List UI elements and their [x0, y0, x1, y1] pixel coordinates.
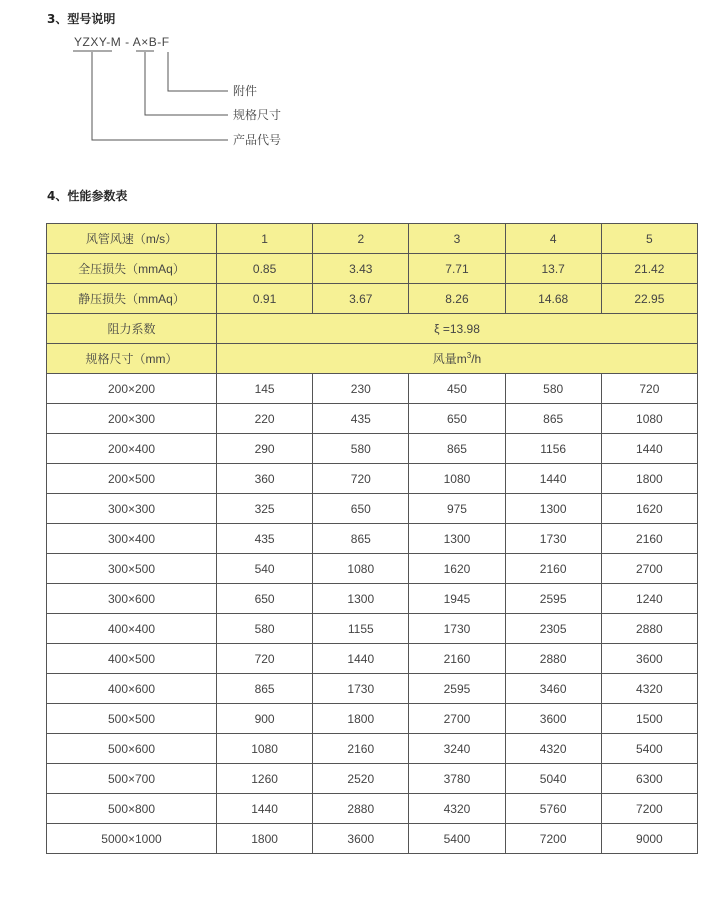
cell-airflow: 865 [217, 674, 313, 704]
cell-airflow: 1440 [601, 434, 697, 464]
cell-airflow: 1300 [409, 524, 505, 554]
cell-airflow: 1260 [217, 764, 313, 794]
cell-label: 全压损失（mmAq） [47, 254, 217, 284]
cell-value: 3.67 [313, 284, 409, 314]
cell-airflow: 2160 [601, 524, 697, 554]
cell-airflow: 1440 [313, 644, 409, 674]
cell-airflow: 290 [217, 434, 313, 464]
cell-size: 300×300 [47, 494, 217, 524]
cell-size: 500×700 [47, 764, 217, 794]
table-row [47, 824, 698, 854]
cell-airflow: 1155 [313, 614, 409, 644]
bracket-line-spec [145, 52, 228, 115]
cell-value: 5 [601, 224, 697, 254]
cell-airflow: 1080 [601, 404, 697, 434]
cell-airflow: 4320 [409, 794, 505, 824]
cell-airflow: 360 [217, 464, 313, 494]
cell-airflow: 6300 [601, 764, 697, 794]
cell-airflow: 3240 [409, 734, 505, 764]
cell-airflow: 5400 [409, 824, 505, 854]
airflow-suffix: /h [471, 352, 482, 366]
cell-size: 200×400 [47, 434, 217, 464]
cell-airflow: 1300 [505, 494, 601, 524]
cell-airflow: 325 [217, 494, 313, 524]
label-spec: 规格尺寸 [233, 108, 282, 122]
cell-airflow: 2700 [601, 554, 697, 584]
model-diagram-lines [0, 0, 720, 160]
section-4-title: 4、性能参数表 [47, 189, 128, 203]
cell-airflow: 2520 [313, 764, 409, 794]
table-row [47, 794, 698, 824]
table-row [47, 614, 698, 644]
cell-airflow: 650 [217, 584, 313, 614]
cell-airflow: 450 [409, 374, 505, 404]
cell-value: 21.42 [601, 254, 697, 284]
cell-airflow: 1800 [601, 464, 697, 494]
cell-airflow: 4320 [601, 674, 697, 704]
cell-airflow: 540 [217, 554, 313, 584]
cell-size: 500×800 [47, 794, 217, 824]
cell-value: 13.7 [505, 254, 601, 284]
table-row [47, 374, 698, 404]
section-3-title: 3、型号说明 [47, 12, 116, 26]
row-size-header [47, 344, 698, 374]
cell-value: 4 [505, 224, 601, 254]
cell-size: 400×400 [47, 614, 217, 644]
cell-value: 0.91 [217, 284, 313, 314]
cell-airflow: 3460 [505, 674, 601, 704]
row-air-velocity [47, 224, 698, 254]
cell-airflow: 5400 [601, 734, 697, 764]
cell-airflow: 1800 [217, 824, 313, 854]
cell-airflow: 435 [217, 524, 313, 554]
cell-airflow: 580 [217, 614, 313, 644]
cell-airflow: 1300 [313, 584, 409, 614]
cell-airflow: 2880 [505, 644, 601, 674]
bracket-line-attachment [168, 52, 228, 91]
cell-size: 500×500 [47, 704, 217, 734]
cell-label: 风管风速（m/s） [47, 224, 217, 254]
cell-airflow: 1730 [505, 524, 601, 554]
cell-airflow: 2160 [313, 734, 409, 764]
row-total-pressure-loss [47, 254, 698, 284]
cell-airflow: 1800 [313, 704, 409, 734]
cell-value: 3.43 [313, 254, 409, 284]
cell-airflow: 3600 [601, 644, 697, 674]
cell-airflow: 3600 [313, 824, 409, 854]
cell-airflow: 865 [313, 524, 409, 554]
row-resistance-coefficient [47, 314, 698, 344]
cell-airflow: 720 [601, 374, 697, 404]
table-row [47, 674, 698, 704]
cell-value: 14.68 [505, 284, 601, 314]
cell-airflow: 2160 [505, 554, 601, 584]
cell-airflow: 1620 [601, 494, 697, 524]
label-attachment: 附件 [233, 84, 258, 98]
cell-value: 3 [409, 224, 505, 254]
table-row [47, 644, 698, 674]
model-code: YZXY-M - A×B-F [74, 35, 170, 49]
table-row [47, 584, 698, 614]
cell-airflow: 1440 [217, 794, 313, 824]
cell-label: 阻力系数 [47, 314, 217, 344]
cell-airflow: 435 [313, 404, 409, 434]
cell-airflow: 900 [217, 704, 313, 734]
table-row [47, 434, 698, 464]
cell-size: 400×500 [47, 644, 217, 674]
cell-airflow: 230 [313, 374, 409, 404]
data-rows [47, 374, 698, 854]
airflow-sup: 3 [466, 351, 472, 360]
table-row [47, 554, 698, 584]
cell-airflow: 580 [313, 434, 409, 464]
cell-size: 400×600 [47, 674, 217, 704]
cell-airflow: 9000 [601, 824, 697, 854]
cell-size: 200×300 [47, 404, 217, 434]
cell-airflow: 720 [217, 644, 313, 674]
cell-value: 0.85 [217, 254, 313, 284]
row-static-pressure-loss [47, 284, 698, 314]
cell-airflow: 650 [409, 404, 505, 434]
cell-airflow: 1500 [601, 704, 697, 734]
cell-airflow: 865 [505, 404, 601, 434]
cell-airflow: 1620 [409, 554, 505, 584]
cell-airflow: 580 [505, 374, 601, 404]
cell-airflow: 2700 [409, 704, 505, 734]
cell-size: 300×400 [47, 524, 217, 554]
cell-value: 7.71 [409, 254, 505, 284]
cell-airflow: 1156 [505, 434, 601, 464]
cell-size: 300×600 [47, 584, 217, 614]
cell-airflow-header [217, 344, 698, 374]
cell-size: 5000×1000 [47, 824, 217, 854]
cell-airflow: 3780 [409, 764, 505, 794]
cell-airflow: 2595 [505, 584, 601, 614]
cell-airflow: 3600 [505, 704, 601, 734]
cell-size: 500×600 [47, 734, 217, 764]
cell-size: 200×500 [47, 464, 217, 494]
table-row [47, 764, 698, 794]
cell-value: 8.26 [409, 284, 505, 314]
cell-value: 1 [217, 224, 313, 254]
cell-airflow: 1080 [313, 554, 409, 584]
cell-airflow: 5760 [505, 794, 601, 824]
table-row [47, 464, 698, 494]
cell-airflow: 1945 [409, 584, 505, 614]
cell-airflow: 720 [313, 464, 409, 494]
cell-airflow: 1730 [409, 614, 505, 644]
cell-airflow: 145 [217, 374, 313, 404]
performance-table [46, 223, 698, 854]
cell-airflow: 1730 [313, 674, 409, 704]
cell-airflow: 2880 [313, 794, 409, 824]
cell-airflow: 1080 [409, 464, 505, 494]
cell-value: 2 [313, 224, 409, 254]
cell-airflow: 220 [217, 404, 313, 434]
bracket-line-product [92, 52, 228, 140]
cell-airflow: 5040 [505, 764, 601, 794]
table-row [47, 524, 698, 554]
cell-airflow: 7200 [601, 794, 697, 824]
table-row [47, 404, 698, 434]
label-product-code: 产品代号 [233, 133, 282, 147]
cell-airflow: 1440 [505, 464, 601, 494]
table-row [47, 704, 698, 734]
cell-airflow: 975 [409, 494, 505, 524]
cell-airflow: 2305 [505, 614, 601, 644]
cell-airflow: 650 [313, 494, 409, 524]
table-row [47, 734, 698, 764]
cell-resistance-value: ξ =13.98 [217, 314, 698, 344]
airflow-prefix: 风量m [432, 352, 467, 366]
table-row [47, 494, 698, 524]
cell-airflow: 4320 [505, 734, 601, 764]
cell-size: 300×500 [47, 554, 217, 584]
cell-airflow: 2880 [601, 614, 697, 644]
cell-airflow: 1240 [601, 584, 697, 614]
cell-label: 规格尺寸（mm） [47, 344, 217, 374]
cell-airflow: 865 [409, 434, 505, 464]
cell-airflow: 2160 [409, 644, 505, 674]
cell-label: 静压损失（mmAq） [47, 284, 217, 314]
cell-value: 22.95 [601, 284, 697, 314]
cell-airflow: 1080 [217, 734, 313, 764]
cell-airflow: 2595 [409, 674, 505, 704]
cell-size: 200×200 [47, 374, 217, 404]
cell-airflow: 7200 [505, 824, 601, 854]
